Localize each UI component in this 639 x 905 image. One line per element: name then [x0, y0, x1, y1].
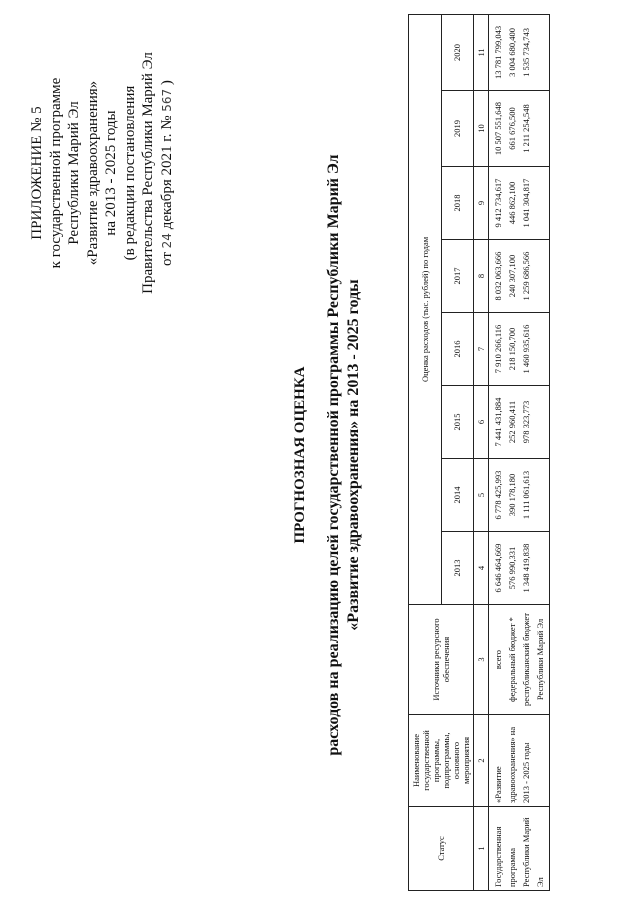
appendix-line: (в редакции постановления	[121, 85, 138, 261]
header-year: 2015	[441, 386, 474, 459]
column-number: 6	[474, 386, 489, 459]
row-name: «Развитие здравоохранения» на 2013 - 2025 годы	[489, 715, 550, 807]
source-label: республиканский бюджет Республики Марий Эл	[521, 613, 545, 706]
date-middle: декабря 2021 г. №	[158, 115, 175, 230]
column-number: 9	[474, 167, 489, 240]
date-prefix: от	[158, 252, 175, 266]
appendix-line: ПРИЛОЖЕНИЕ № 5	[29, 106, 45, 240]
header-status: Статус	[409, 807, 474, 891]
table-row	[489, 14, 550, 890]
column-number: 11	[474, 14, 489, 90]
value-federal: 576 990,331	[507, 546, 517, 590]
header-year: 2016	[441, 313, 474, 386]
value-total: 6 646 464,669	[493, 543, 503, 593]
title-sub-1: расходов на реализацию целей государственной программы Республики Марий Эл	[325, 154, 342, 756]
column-number: 5	[474, 459, 489, 532]
value-total: 7 441 431,884	[493, 397, 503, 447]
year-cell	[489, 459, 550, 532]
header-year: 2018	[441, 167, 474, 240]
value-republican: 1 460 935,616	[521, 324, 531, 374]
column-number: 8	[474, 240, 489, 313]
value-federal: 446 862,100	[507, 181, 517, 225]
column-number: 1	[474, 807, 489, 891]
handwritten-number: 567	[159, 88, 174, 112]
column-number: 3	[474, 605, 489, 715]
year-cell	[489, 386, 550, 459]
header-year: 2020	[441, 14, 474, 90]
column-number: 2	[474, 715, 489, 807]
value-republican: 1 535 734,743	[521, 28, 531, 77]
source-cell	[489, 605, 550, 715]
value-republican: 1 211 254,548	[521, 104, 531, 153]
header-estimate: Оценка расходов (тыс. рублей) по годам	[409, 14, 442, 604]
header-year: 2013	[441, 532, 474, 605]
title-sub-2: «Развитие здравоохранения» на 2013 - 2025 годы	[345, 279, 362, 631]
appendix-date-line	[158, 23, 177, 323]
source-label: федеральный бюджет *	[507, 617, 517, 702]
header-year: 2019	[441, 91, 474, 167]
document-title	[290, 45, 364, 865]
year-cell	[489, 532, 550, 605]
value-republican: 1 041 304,817	[521, 178, 531, 228]
value-total: 13 781 799,043	[493, 25, 503, 80]
value-republican: 1 111 061,613	[521, 470, 531, 520]
handwritten-day: 24	[159, 233, 174, 249]
year-cell	[489, 313, 550, 386]
expense-table	[408, 14, 550, 891]
appendix-line: Правительства Республики Марий Эл	[140, 52, 156, 294]
appendix-line: на 2013 - 2025 годы	[103, 110, 119, 236]
appendix-block	[28, 23, 176, 323]
header-year: 2017	[441, 240, 474, 313]
value-total: 8 032 063,666	[493, 251, 503, 301]
year-cell	[489, 240, 550, 313]
column-number: 10	[474, 91, 489, 167]
value-federal: 240 307,100	[507, 254, 517, 298]
appendix-line: Республики Марий Эл	[66, 101, 82, 245]
column-number: 7	[474, 313, 489, 386]
value-total: 9 412 734,617	[493, 178, 503, 228]
date-suffix: )	[158, 80, 175, 86]
value-federal: 3 004 680,400	[507, 28, 517, 77]
value-republican: 1 259 686,566	[521, 251, 531, 301]
value-total: 10 507 551,648	[493, 101, 503, 156]
row-status: Государственная программа Республики Марий Эл	[489, 807, 550, 891]
value-federal: 252 960,411	[507, 400, 517, 444]
value-total: 6 778 425,993	[493, 470, 503, 520]
header-source: Источники ресурсного обеспечения	[409, 605, 474, 715]
year-cell	[489, 167, 550, 240]
header-name: Наименование государственной программы, подпрограммы, основного мероприятия	[409, 715, 474, 807]
appendix-line: к государственной программе	[47, 77, 64, 269]
value-republican: 978 323,773	[521, 400, 531, 444]
header-year: 2014	[441, 459, 474, 532]
value-republican: 1 348 419,838	[521, 543, 531, 593]
column-number: 4	[474, 532, 489, 605]
year-cell	[489, 91, 550, 167]
appendix-line: «Развитие здравоохранения»	[84, 80, 101, 266]
title-main: ПРОГНОЗНАЯ ОЦЕНКА	[292, 366, 308, 544]
value-federal: 390 178,180	[507, 473, 517, 517]
value-federal: 218 150,700	[507, 327, 517, 371]
value-federal: 661 676,500	[507, 107, 517, 150]
year-cell	[489, 14, 550, 90]
source-label: всего	[493, 649, 503, 670]
value-total: 7 910 266,116	[493, 324, 503, 374]
